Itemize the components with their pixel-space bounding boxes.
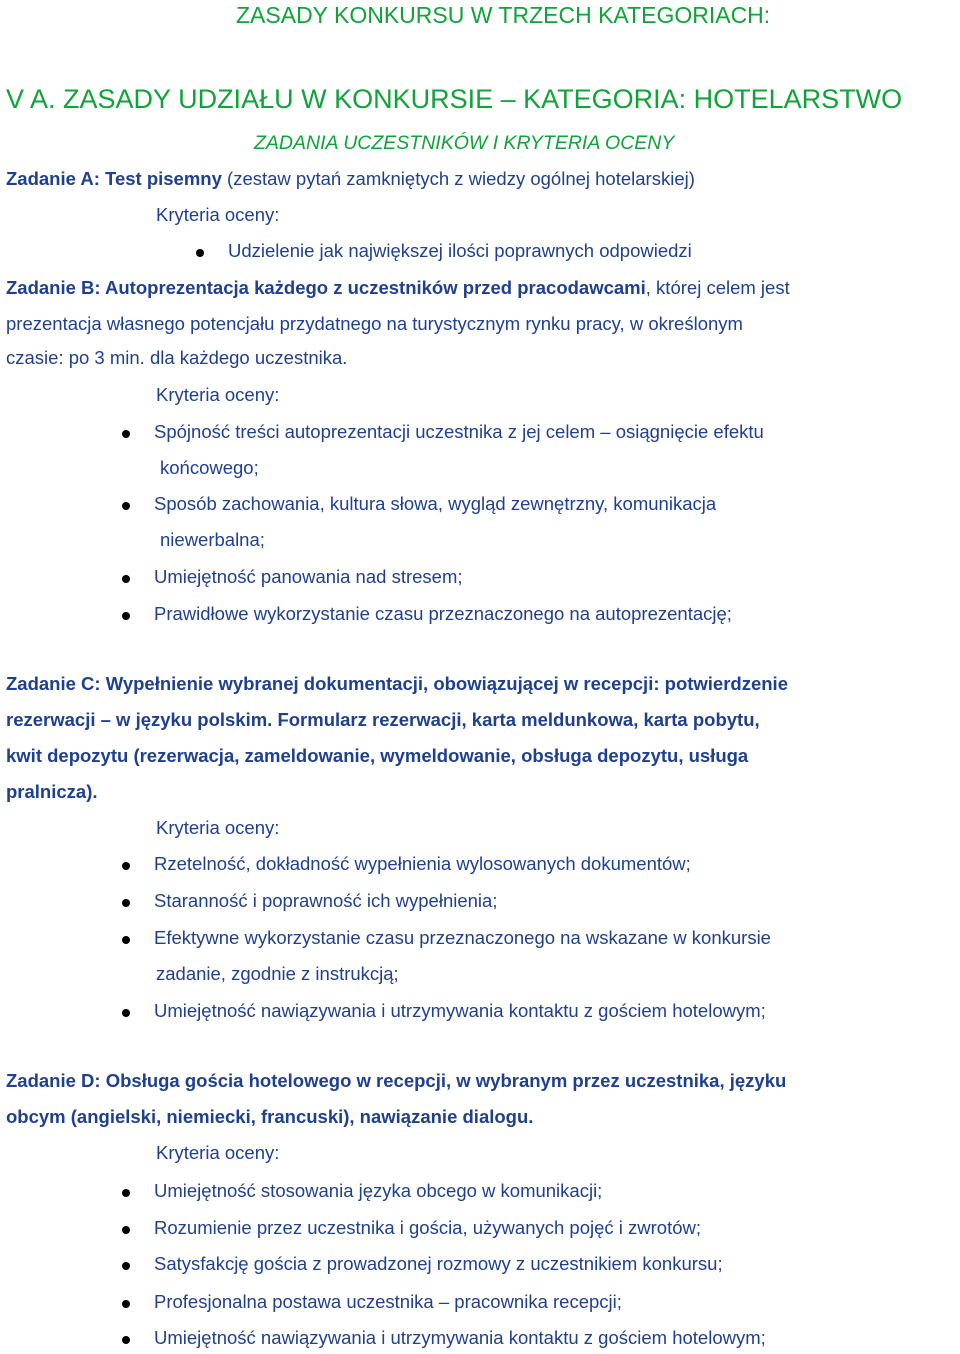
task-a-rest: (zestaw pytań zamkniętych z wiedzy ogólnej hotelarskiej) [221,168,695,189]
task-b-criterion-continuation: niewerbalna; [160,529,265,550]
bullet-icon [122,1226,130,1234]
task-d-line-2: obcym (angielski, niemiecki, francuski), nawiązanie dialogu. [6,1106,534,1127]
task-a-lead: Zadanie A: Test pisemny [6,168,222,189]
task-c-criteria-label: Kryteria oceny: [156,817,280,838]
bullet-icon [122,502,130,510]
bullet-icon [122,1336,130,1344]
task-c-criterion-continuation: zadanie, zgodnie z instrukcją; [156,963,399,984]
task-a-heading [6,168,695,190]
bullet-icon [122,936,130,944]
task-d-criteria-label: Kryteria oceny: [156,1142,280,1163]
task-b-line-3: czasie: po 3 min. dla każdego uczestnika. [6,347,348,368]
task-c-line-1: Zadanie C: Wypełnienie wybranej dokumentacji, obowiązującej w recepcji: potwierdzenie [6,673,788,694]
bullet-icon [122,430,130,438]
document-title: ZASADY KONKURSU W TRZECH KATEGORIACH: [236,2,771,28]
bullet-icon [122,612,130,620]
bullet-icon [122,575,130,583]
task-b-line-1 [6,277,790,299]
bullet-icon [122,1189,130,1197]
task-b-criteria-label: Kryteria oceny: [156,384,280,405]
task-c-line-2: rezerwacji – w języku polskim. Formularz rezerwacji, karta meldunkowa, karta pobytu, [6,709,760,730]
bullet-icon [122,1300,130,1308]
task-a-criteria-label: Kryteria oceny: [156,204,280,225]
task-d-line-1: Zadanie D: Obsługa gościa hotelowego w recepcji, w wybranym przez uczestnika, języku [6,1070,787,1091]
section-subtitle: ZADANIA UCZESTNIKÓW I KRYTERIA OCENY [254,132,675,154]
task-b-rest: , której celem jest [645,277,790,298]
bullet-icon [196,249,204,257]
task-b-criterion-continuation: końcowego; [160,457,259,478]
task-b-line-2: prezentacja własnego potencjału przydatnego na turystycznym rynku pracy, w określonym [6,313,743,334]
task-c-line-3: kwit depozytu (rezerwacja, zameldowanie, wymeldowanie, obsługa depozytu, usługa [6,745,749,766]
section-title: V A. ZASADY UDZIAŁU W KONKURSIE – KATEGORIA: HOTELARSTWO [6,84,903,114]
bullet-icon [122,862,130,870]
task-c-line-4: pralnicza). [6,781,98,802]
task-b-lead: Zadanie B: Autoprezentacja każdego z uczestników przed pracodawcami [6,277,646,298]
bullet-icon [122,1009,130,1017]
bullet-icon [122,1262,130,1270]
bullet-icon [122,899,130,907]
